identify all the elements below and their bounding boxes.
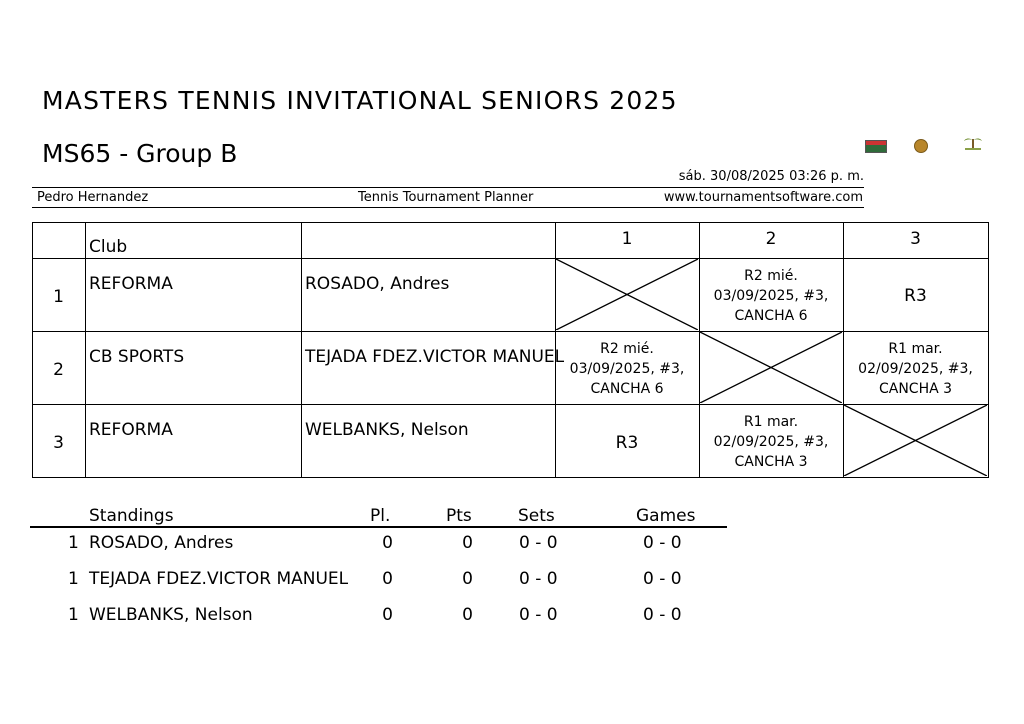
standings-rank: 1 <box>68 569 79 589</box>
standings-header-points: Pts <box>446 506 472 526</box>
draw-cell-2-2 <box>699 331 844 405</box>
draw-cell-2-1[interactable] <box>555 331 700 405</box>
column-label-3: 3 <box>910 229 921 249</box>
row-position: 1 <box>53 287 64 307</box>
standings-games: 0 - 0 <box>643 605 682 625</box>
row-position: 3 <box>53 433 64 453</box>
header-divider-top <box>32 187 864 188</box>
column-label-2: 2 <box>765 229 777 249</box>
column-label-1: 1 <box>621 229 633 249</box>
flag-logo <box>865 140 887 153</box>
draw-row-player-2 <box>301 331 565 405</box>
standings-sets: 0 - 0 <box>519 605 558 625</box>
palm-logo <box>962 135 984 151</box>
player-name: ROSADO, Andres <box>305 274 450 294</box>
draw-row-club-1 <box>85 258 302 332</box>
standings-games: 0 - 0 <box>643 533 682 553</box>
match-info: R1 mar. 02/09/2025, #3, CANCHA 3 <box>858 341 973 397</box>
standings-player: TEJADA FDEZ.VICTOR MANUEL <box>89 569 349 589</box>
player-name: TEJADA FDEZ.VICTOR MANUEL <box>305 347 565 367</box>
standings-header-sets: Sets <box>518 506 555 526</box>
tournament-title: MASTERS TENNIS INVITATIONAL SENIORS 2025 <box>42 86 678 115</box>
draw-cell-3-1[interactable] <box>555 404 700 478</box>
draw-header-player <box>301 222 556 259</box>
draw-cell-1-3[interactable] <box>843 258 989 332</box>
draw-cell-2-3[interactable] <box>843 331 989 405</box>
standings-header-games: Games <box>636 506 696 526</box>
draw-cell-1-2[interactable] <box>699 258 844 332</box>
standings-sets: 0 - 0 <box>519 533 558 553</box>
standings-player: WELBANKS, Nelson <box>89 605 253 625</box>
standings-rank: 1 <box>68 533 79 553</box>
standings-points: 0 <box>462 605 473 625</box>
draw-header-pos <box>32 222 86 259</box>
draw-header-col-1 <box>555 222 700 259</box>
seal-logo <box>914 139 928 153</box>
draw-cell-3-2[interactable] <box>699 404 844 478</box>
standings-played: 0 <box>382 605 393 625</box>
self-match-cross <box>556 259 698 330</box>
group-title: MS65 - Group B <box>42 139 238 168</box>
draw-row-club-3 <box>85 404 302 478</box>
standings-divider <box>30 526 727 528</box>
draw-row-pos-3 <box>32 404 86 478</box>
self-match-cross <box>844 405 987 476</box>
club-name: CB SPORTS <box>89 347 185 367</box>
club-header-label: Club <box>89 237 128 257</box>
standings-played: 0 <box>382 569 393 589</box>
draw-header-col-2 <box>699 222 844 259</box>
club-name: REFORMA <box>89 420 173 440</box>
print-datetime: sáb. 30/08/2025 03:26 p. m. <box>678 169 864 184</box>
header-divider-bottom <box>32 207 864 208</box>
standings-player: ROSADO, Andres <box>89 533 234 553</box>
draw-row-club-2 <box>85 331 302 405</box>
player-name: WELBANKS, Nelson <box>305 420 469 440</box>
software-name: Tennis Tournament Planner <box>358 190 534 205</box>
row-position: 2 <box>53 360 64 380</box>
match-info: R1 mar. 02/09/2025, #3, CANCHA 3 <box>713 414 829 470</box>
standings-title: Standings <box>89 506 174 526</box>
draw-row-pos-1 <box>32 258 86 332</box>
standings-rank: 1 <box>68 605 79 625</box>
club-name: REFORMA <box>89 274 173 294</box>
draw-header-club <box>85 222 302 259</box>
draw-cell-1-1 <box>555 258 700 332</box>
website-link[interactable]: www.tournamentsoftware.com <box>663 190 863 205</box>
draw-row-pos-2 <box>32 331 86 405</box>
standings-points: 0 <box>462 569 473 589</box>
standings-header-played: Pl. <box>370 506 391 526</box>
standings-played: 0 <box>382 533 393 553</box>
match-info: R2 mié. 03/09/2025, #3, CANCHA 6 <box>569 341 685 397</box>
draw-cell-3-3 <box>843 404 989 478</box>
self-match-cross <box>700 332 842 403</box>
standings-games: 0 - 0 <box>643 569 682 589</box>
match-info: R2 mié. 03/09/2025, #3, CANCHA 6 <box>713 268 829 324</box>
match-round: R3 <box>615 433 639 453</box>
standings-sets: 0 - 0 <box>519 569 558 589</box>
draw-row-player-3 <box>301 404 556 478</box>
match-round: R3 <box>904 286 927 306</box>
author-name: Pedro Hernandez <box>37 190 149 205</box>
draw-row-player-1 <box>301 258 556 332</box>
standings-points: 0 <box>462 533 473 553</box>
draw-header-col-3 <box>843 222 989 259</box>
